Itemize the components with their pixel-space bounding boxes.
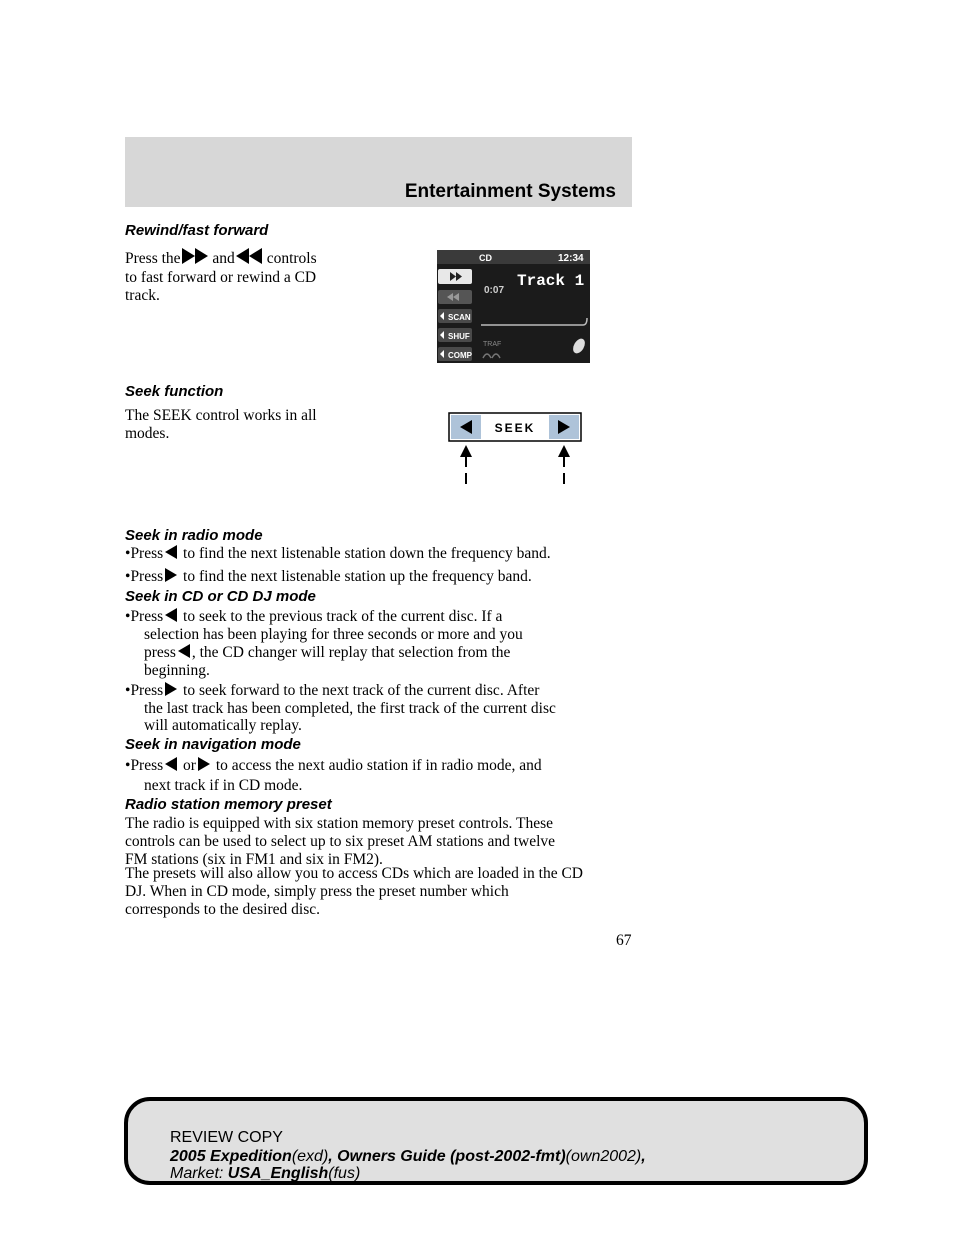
preset-heading: Radio station memory preset bbox=[125, 796, 332, 813]
review-guide-code: (own2002) bbox=[565, 1148, 642, 1165]
rewind-text-and: and bbox=[212, 250, 235, 267]
radio-bullet-2-press: Press bbox=[130, 568, 164, 585]
cd-bullet-1-line3-text: , the CD changer will replay that selection from the bbox=[191, 644, 511, 661]
fast-forward-icon bbox=[182, 248, 208, 269]
preset-paragraph-2 bbox=[125, 865, 583, 919]
seek-heading: Seek function bbox=[125, 383, 224, 400]
cd-mode-heading: Seek in CD or CD DJ mode bbox=[125, 588, 316, 605]
cd-button-comp: COMP bbox=[448, 351, 472, 360]
radio-bullet-2: •Press to find the next listenable station up the frequency band. bbox=[125, 568, 532, 585]
section-header bbox=[125, 137, 632, 207]
preset-p2-line3: corresponds to the desired disc. bbox=[125, 901, 320, 918]
cd-bullet-2-line1: to seek forward to the next track of the current disc. After bbox=[183, 682, 540, 699]
seek-right-icon bbox=[198, 757, 210, 771]
cd-bullet-1: •Press to seek to the previous track of the current disc. If a bbox=[125, 608, 503, 625]
cd-traf-label: TRAF bbox=[483, 341, 502, 348]
review-market-code: (fus) bbox=[328, 1165, 361, 1182]
review-market-line bbox=[170, 1165, 360, 1183]
preset-paragraph-1 bbox=[125, 815, 555, 869]
radio-bullet-2-text: to find the next listenable station up the frequency band. bbox=[183, 568, 532, 585]
rewind-text-controls: controls bbox=[266, 250, 317, 267]
radio-bullet-1-text: to find the next listenable station down the frequency band. bbox=[183, 545, 551, 562]
cd-bullet-1-line4: beginning. bbox=[144, 662, 210, 679]
seek-right-icon bbox=[165, 568, 177, 582]
preset-p2-line2: DJ. When in CD mode, simply press the preset number which bbox=[125, 883, 509, 900]
section-title: Entertainment Systems bbox=[404, 181, 616, 202]
review-vehicle-line bbox=[170, 1148, 646, 1166]
seek-line2: modes. bbox=[125, 425, 170, 442]
seek-left-icon bbox=[165, 545, 177, 559]
cd-display-illustration bbox=[437, 250, 590, 363]
radio-mode-heading: Seek in radio mode bbox=[125, 527, 263, 544]
page-number: 67 bbox=[616, 932, 632, 949]
radio-bullet-1-press: Press bbox=[130, 545, 164, 562]
cd-bullet-1-line3 bbox=[144, 644, 510, 662]
cd-bullet-1-press: Press bbox=[130, 608, 164, 625]
preset-p1-line3: FM stations (six in FM1 and six in FM2). bbox=[125, 851, 383, 868]
cd-bullet-2: •Press to seek forward to the next track of the current disc. After bbox=[125, 682, 540, 699]
seek-control-diagram bbox=[448, 412, 582, 487]
radio-bullet-1: •Press to find the next listenable station down the frequency band. bbox=[125, 545, 551, 562]
nav-bullet-press: Press bbox=[130, 757, 164, 774]
cd-button-scan: SCAN bbox=[448, 313, 471, 322]
preset-p1-line1: The radio is equipped with six station memory preset controls. These bbox=[125, 815, 554, 832]
rewind-icon bbox=[236, 248, 262, 269]
cd-bullet-2-press: Press bbox=[130, 682, 164, 699]
seek-left-icon bbox=[178, 644, 190, 658]
nav-mode-heading: Seek in navigation mode bbox=[125, 736, 301, 753]
arrow-up-icon bbox=[558, 445, 570, 457]
seek-right-icon bbox=[165, 682, 177, 696]
rewind-text-line2: to fast forward or rewind a CD bbox=[125, 269, 317, 286]
rewind-text-press: Press the bbox=[125, 250, 181, 267]
cd-clock: 12:34 bbox=[558, 253, 584, 264]
review-market-label: Market: bbox=[170, 1165, 224, 1182]
cd-bullet-1-line1: to seek to the previous track of the current disc. If a bbox=[183, 608, 503, 625]
seek-left-icon bbox=[165, 757, 177, 771]
review-vehicle-code: (exd) bbox=[291, 1148, 329, 1165]
preset-p2-line1: The presets will also allow you to access CDs which are loaded in the CD bbox=[125, 865, 583, 882]
cd-display-svg bbox=[437, 250, 590, 363]
cd-bullet-2-line2: the last track has been completed, the first track of the current disc bbox=[144, 700, 556, 717]
seek-left-icon bbox=[165, 608, 177, 622]
seek-control-label: SEEK bbox=[494, 421, 536, 435]
arrow-up-icon bbox=[460, 445, 472, 457]
review-copy-box bbox=[124, 1097, 868, 1185]
nav-bullet-line1: to access the next audio station if in radio mode, and bbox=[215, 757, 542, 774]
seek-control-svg bbox=[448, 412, 582, 487]
seek-paragraph bbox=[125, 407, 317, 443]
nav-bullet-line2: next track if in CD mode. bbox=[144, 777, 303, 794]
cd-bullet-2-line3: will automatically replay. bbox=[144, 717, 302, 734]
cd-bullet-1-line2: selection has been playing for three seconds or more and you bbox=[144, 626, 523, 643]
rewind-text-line3: track. bbox=[125, 287, 160, 304]
review-guide: , Owners Guide (post-2002-fmt) bbox=[328, 1148, 566, 1165]
review-vehicle: 2005 Expedition bbox=[170, 1148, 292, 1165]
nav-bullet-or: or bbox=[183, 757, 196, 774]
nav-bullet: •Press or to access the next audio station if in radio mode, and bbox=[125, 757, 542, 774]
preset-p1-line2: controls can be used to select up to six preset AM stations and twelve bbox=[125, 833, 556, 850]
cd-track-label: Track 1 bbox=[517, 272, 585, 290]
review-market: USA_English bbox=[227, 1165, 329, 1182]
rewind-heading: Rewind/fast forward bbox=[125, 222, 269, 239]
cd-bullet-1-press2: press bbox=[144, 644, 176, 661]
rewind-paragraph bbox=[125, 248, 317, 305]
seek-line1: The SEEK control works in all bbox=[125, 407, 317, 424]
cd-elapsed-time: 0:07 bbox=[484, 285, 505, 296]
review-copy-label: REVIEW COPY bbox=[170, 1129, 283, 1146]
review-comma: , bbox=[641, 1148, 646, 1165]
cd-button-shuf: SHUF bbox=[448, 332, 470, 341]
cd-mode-label: CD bbox=[479, 253, 492, 263]
